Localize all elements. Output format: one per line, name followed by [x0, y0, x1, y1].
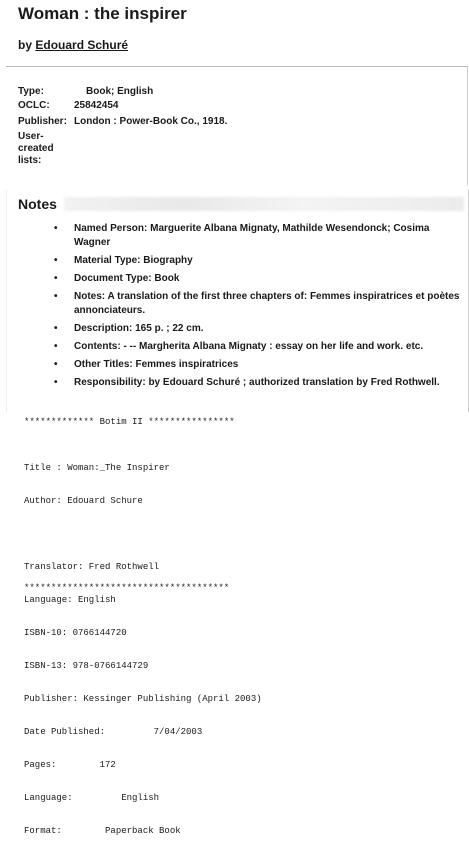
botim-separator: ************* Botim II ****************	[24, 417, 235, 427]
book-translator: Translator: Fred Rothwell	[24, 562, 160, 572]
book-record-block	[24, 441, 262, 848]
note-named-person: • Named Person: Marguerite Albana Mignaty, Mathilde Wesendonck; Cosima Wagner	[52, 222, 464, 250]
byline-prefix: by	[18, 38, 33, 52]
book-language: Language: English	[24, 595, 116, 605]
publisher-value: London : Power-Book Co., 1918.	[74, 116, 228, 127]
notes-heading: Notes	[18, 196, 57, 212]
user-created-lists-label: User-created lists:	[18, 131, 54, 166]
book-author-line: Author: Edouard Schure	[24, 496, 143, 506]
book-isbn10: ISBN-10: 0766144720	[24, 628, 127, 638]
book-isbn13: ISBN-13: 978-0766144729	[24, 661, 149, 671]
type-label: Type:	[18, 86, 44, 97]
oclc-value: 25842454	[74, 100, 119, 111]
note-other-titles: • Other Titles: Femmes inspiratrices	[52, 358, 464, 372]
note-document-type: • Document Type: Book	[52, 272, 464, 286]
spacer	[24, 529, 262, 540]
closing-separator: **************************************	[24, 583, 230, 593]
publisher-label: Publisher:	[18, 116, 67, 127]
note-responsibility: • Responsibility: by Edouard Schuré ; authorized translation by Fred Rothwell.	[52, 376, 464, 390]
book-language-2: Language: English	[24, 793, 160, 803]
oclc-label: OCLC:	[18, 100, 50, 111]
notes-list	[52, 222, 464, 394]
note-material-type: • Material Type: Biography	[52, 254, 464, 268]
note-description: • Description: 165 p. ; 22 cm.	[52, 322, 464, 336]
scan-smudge	[64, 197, 464, 211]
book-format: Format: Paperback Book	[24, 826, 181, 836]
author-link[interactable]: Edouard Schuré	[35, 38, 129, 52]
book-publisher: Publisher: Kessinger Publishing (April 2003)	[24, 694, 262, 704]
byline	[18, 38, 128, 52]
book-title-line: Title : Woman:_The Inspirer	[24, 463, 170, 473]
type-value: Book; English	[86, 86, 154, 97]
book-title: Woman : the inspirer	[18, 4, 187, 23]
note-translation: • Notes: A translation of the first three chapters of: Femmes inspiratrices et poètes annonciateurs.	[52, 290, 464, 318]
book-date-published: Date Published: 7/04/2003	[24, 727, 203, 737]
note-contents: • Contents: - -- Margherita Albana Mignaty : essay on her life and work. etc.	[52, 340, 464, 354]
book-pages: Pages: 172	[24, 760, 116, 770]
